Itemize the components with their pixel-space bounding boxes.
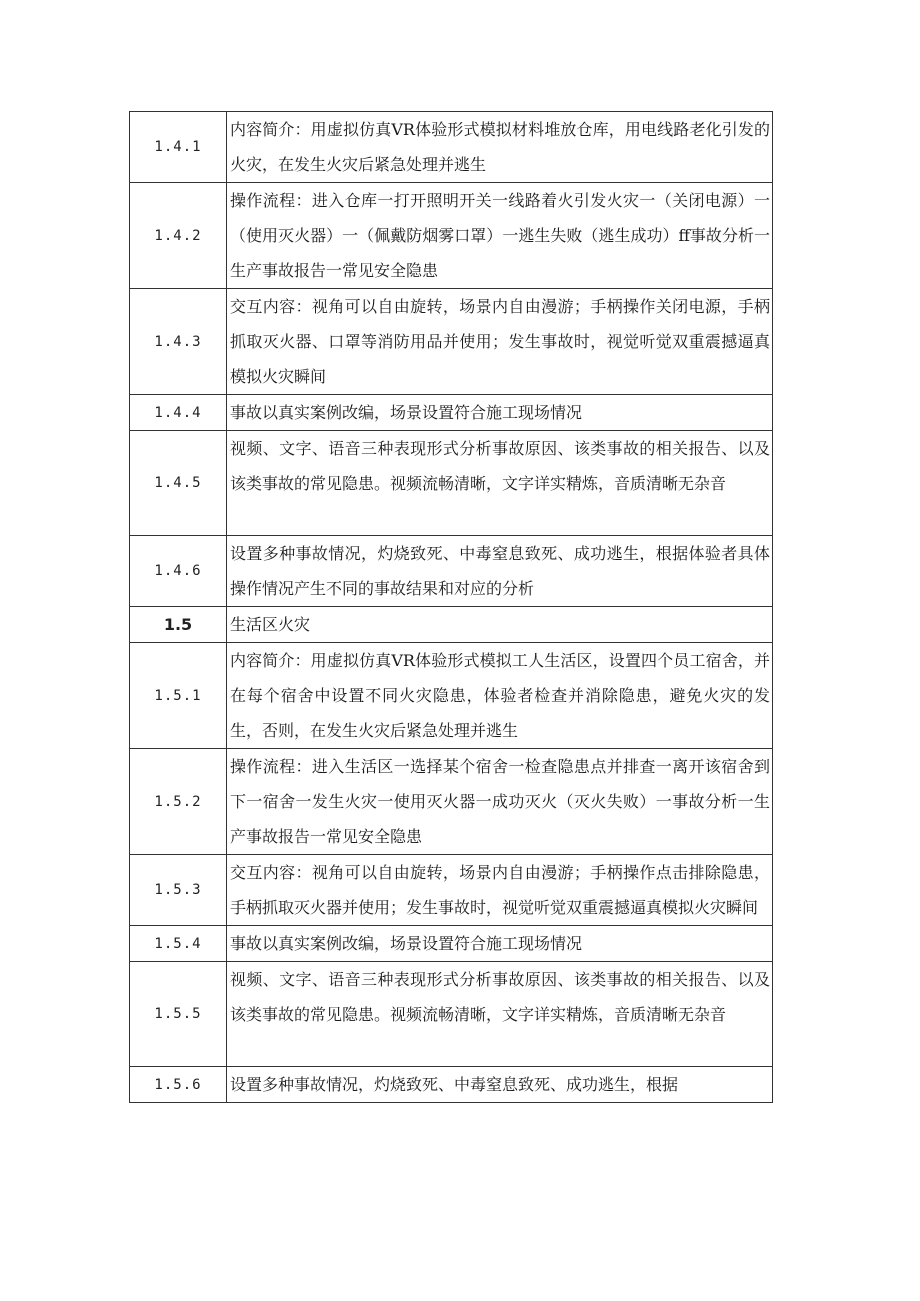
table-row	[130, 962, 773, 1067]
item-description: 事故以真实案例改编，场景设置符合施工现场情况	[227, 395, 773, 431]
table-row	[130, 431, 773, 536]
table-row	[130, 112, 773, 183]
item-number: 1.5.4	[130, 926, 227, 962]
item-number: 1.4.2	[130, 183, 227, 289]
table-row	[130, 926, 773, 962]
spec-table	[129, 111, 773, 1103]
item-description: 交互内容：视角可以自由旋转，场景内自由漫游；手柄操作关闭电源，手柄抓取灭火器、口罩等消防用品并使用；发生事故时，视觉听觉双重震撼逼真模拟火灾瞬间	[227, 289, 773, 395]
item-description: 视频、文字、语音三种表现形式分析事故原因、该类事故的相关报告、以及该类事故的常见隐患。视频流畅清晰，文字详实精炼，音质清晰无杂音	[227, 431, 773, 536]
table-row	[130, 289, 773, 395]
item-number: 1.5.6	[130, 1067, 227, 1103]
section-title: 生活区火灾	[227, 607, 773, 643]
table-row	[130, 183, 773, 289]
item-number: 1.5.3	[130, 855, 227, 926]
table-row	[130, 643, 773, 749]
item-number: 1.4.3	[130, 289, 227, 395]
item-description: 交互内容：视角可以自由旋转，场景内自由漫游；手柄操作点击排除隐患，手柄抓取灭火器并使用；发生事故时，视觉听觉双重震撼逼真模拟火灾瞬间	[227, 855, 773, 926]
item-description: 设置多种事故情况，灼烧致死、中毒窒息致死、成功逃生，根据体验者具体操作情况产生不同的事故结果和对应的分析	[227, 536, 773, 607]
section-number: 1.5	[130, 607, 227, 643]
table-row	[130, 1067, 773, 1103]
item-description: 操作流程：进入生活区一选择某个宿舍一检查隐患点并排查一离开该宿舍到下一宿舍一发生火灾一使用灭火器一成功灭火（灭火失败）一事故分析一生产事故报告一常见安全隐患	[227, 749, 773, 855]
table-row	[130, 395, 773, 431]
item-number: 1.4.1	[130, 112, 227, 183]
item-description: 设置多种事故情况，灼烧致死、中毒窒息致死、成功逃生，根据	[227, 1067, 773, 1103]
item-number: 1.4.6	[130, 536, 227, 607]
section-header-row	[130, 607, 773, 643]
table-row	[130, 855, 773, 926]
item-description: 事故以真实案例改编，场景设置符合施工现场情况	[227, 926, 773, 962]
item-number: 1.5.1	[130, 643, 227, 749]
table-row	[130, 749, 773, 855]
item-description: 内容简介：用虚拟仿真VR体验形式模拟工人生活区，设置四个员工宿舍，并在每个宿舍中设置不同火灾隐患，体验者检查并消除隐患，避免火灾的发生，否则，在发生火灾后紧急处理并逃生	[227, 643, 773, 749]
item-description: 内容简介：用虚拟仿真VR体验形式模拟材料堆放仓库，用电线路老化引发的火灾，在发生火灾后紧急处理并逃生	[227, 112, 773, 183]
item-number: 1.4.4	[130, 395, 227, 431]
item-number: 1.5.2	[130, 749, 227, 855]
item-number: 1.5.5	[130, 962, 227, 1067]
item-description: 视频、文字、语音三种表现形式分析事故原因、该类事故的相关报告、以及该类事故的常见隐患。视频流畅清晰，文字详实精炼，音质清晰无杂音	[227, 962, 773, 1067]
item-number: 1.4.5	[130, 431, 227, 536]
table-row	[130, 536, 773, 607]
item-description: 操作流程：进入仓库一打开照明开关一线路着火引发火灾一（关闭电源）一（使用灭火器）一（佩戴防烟雾口罩）一逃生失败（逃生成功）ff事故分析一生产事故报告一常见安全隐患	[227, 183, 773, 289]
